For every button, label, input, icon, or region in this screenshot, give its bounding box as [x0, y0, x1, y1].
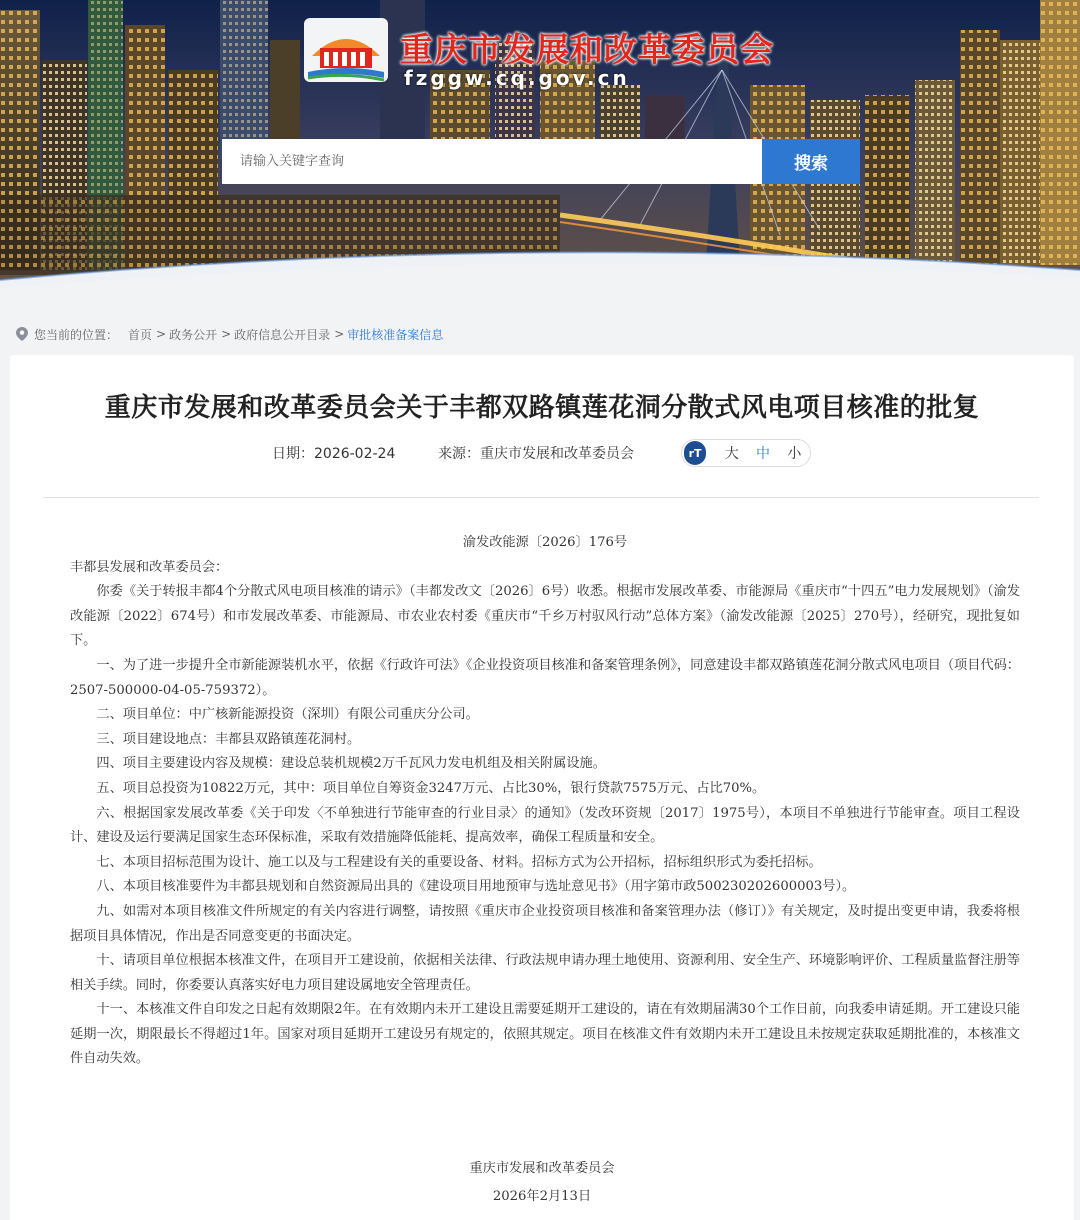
search-bar — [222, 139, 860, 184]
site-title: 重庆市发展和改革委员会 — [400, 30, 774, 69]
date-value: 2026-02-24 — [314, 446, 396, 462]
breadcrumb — [16, 325, 443, 343]
building-emblem-icon — [300, 12, 392, 90]
font-size-control — [681, 439, 811, 467]
font-size-icon: rT — [684, 441, 706, 465]
signature-block — [10, 1155, 1074, 1211]
font-size-large-button[interactable]: 大 — [724, 446, 739, 462]
addressee: 丰都县发展和改革委员会： — [70, 559, 229, 575]
signature-org: 重庆市发展和改革委员会 — [469, 1161, 615, 1176]
breadcrumb-separator: > — [221, 327, 232, 341]
body-paragraph: 十、请项目单位根据本核准文件，在项目开工建设前，依据相关法律、行政法规申请办理土地使用、资源利用、安全生产、环境影响评价、工程质量监督注册等相关手续。同时，你委要认真落实好电力项目建设属地安全管理责任。 — [70, 953, 1020, 993]
article-panel — [10, 355, 1074, 1220]
body-paragraph: 四、项目主要建设内容及规模：建设总装机规模2万千瓦风力发电机组及相关附属设施。 — [96, 756, 606, 772]
breadcrumb-separator: > — [334, 327, 345, 341]
location-pin-icon — [16, 327, 28, 341]
breadcrumb-separator: > — [156, 327, 167, 341]
source-label: 来源： — [438, 446, 480, 462]
source-value: 重庆市发展和改革委员会 — [480, 446, 634, 462]
body-paragraph: 九、如需对本项目核准文件所规定的有关内容进行调整，请按照《重庆市企业投资项目核准和备案管理办法（修订）》有关规定，及时提出变更申请，我委将根据项目具体情况，作出是否同意变更的书面决定。 — [70, 903, 1020, 944]
body-paragraph: 你委《关于转报丰都4个分散式风电项目核准的请示》（丰都发改文〔2026〕6号）收悉。根据市发展改革委、市能源局《重庆市“十四五”电力发展规划》（渝发改能源〔2022〕674号）和市发展改革委、市能源局、市农业农村委《重庆市“千乡万村驭风行动”总体方案》（渝发改能源〔2025〕270号），经研究，现批复如下。 — [70, 584, 1020, 649]
body-paragraph: 六、根据国家发展改革委《关于印发〈不单独进行节能审查的行业目录〉的通知》（发改环资规〔2017〕1975号），本项目不单独进行节能审查。项目工程设计、建设及运行要满足国家生态环保标准，采取有效措施降低能耗、提高效率，确保工程质量和安全。 — [70, 805, 1020, 846]
site-domain: fzggw.cq.gov.cn — [404, 66, 630, 90]
banner-wave — [0, 240, 1080, 300]
body-paragraph: 七、本项目招标范围为设计、施工以及与工程建设有关的重要设备、材料。招标方式为公开招标，招标组织形式为委托招标。 — [96, 854, 822, 870]
search-button[interactable]: 搜索 — [762, 139, 860, 184]
search-input[interactable] — [222, 139, 762, 184]
site-logo[interactable] — [300, 12, 800, 92]
breadcrumb-catalog-link[interactable]: 政府信息公开目录 — [234, 327, 331, 342]
document-number: 渝发改能源〔2026〕176号 — [462, 535, 628, 550]
body-paragraph: 五、项目总投资为10822万元，其中：项目单位自筹资金3247万元、占比30%，银行贷款7575万元、占比70%。 — [96, 780, 766, 796]
date-label: 日期： — [272, 446, 314, 462]
article-source — [438, 443, 634, 463]
article-body — [70, 531, 1020, 1072]
body-paragraph: 十一、本核准文件自印发之日起有效期限2年。在有效期内未开工建设且需要延期开工建设的，请在有效期届满30个工作日前，向我委申请延期。开工建设只能延期一次，期限最长不得超过1年。国家对项目延期开工建设另有规定的，依照其规定。项目在核准文件有效期内未开工建设且未按规定获取延期批准的，本核准文件自动失效。 — [70, 1002, 1020, 1067]
body-paragraph: 三、项目建设地点：丰都县双路镇莲花洞村。 — [96, 731, 361, 747]
article-date — [272, 443, 395, 463]
article-title: 重庆市发展和改革委员会关于丰都双路镇莲花洞分散式风电项目核准的批复 — [104, 393, 980, 423]
signature-date: 2026年2月13日 — [492, 1189, 592, 1204]
breadcrumb-label: 您当前的位置： — [34, 327, 119, 342]
breadcrumb-current-link[interactable]: 审批核准备案信息 — [347, 327, 444, 342]
font-size-medium-button[interactable]: 中 — [756, 446, 771, 462]
header-banner — [0, 0, 1080, 300]
font-size-small-button[interactable]: 小 — [787, 446, 802, 462]
breadcrumb-gov-affairs-link[interactable]: 政务公开 — [169, 327, 218, 342]
title-divider — [43, 497, 1039, 498]
body-paragraph: 八、本项目核准要件为丰都县规划和自然资源局出具的《建设项目用地预审与选址意见书》（用字第市政500230202600003号）。 — [96, 879, 856, 895]
body-paragraph: 二、项目单位：中广核新能源投资（深圳）有限公司重庆分公司。 — [96, 707, 479, 723]
body-paragraph: 一、为了进一步提升全市新能源装机水平，依据《行政许可法》《企业投资项目核准和备案管理条例》，同意建设丰都双路镇莲花洞分散式风电项目（项目代码：2507-500000-04-05-759372）。 — [70, 657, 1020, 698]
breadcrumb-home-link[interactable]: 首页 — [128, 327, 153, 342]
